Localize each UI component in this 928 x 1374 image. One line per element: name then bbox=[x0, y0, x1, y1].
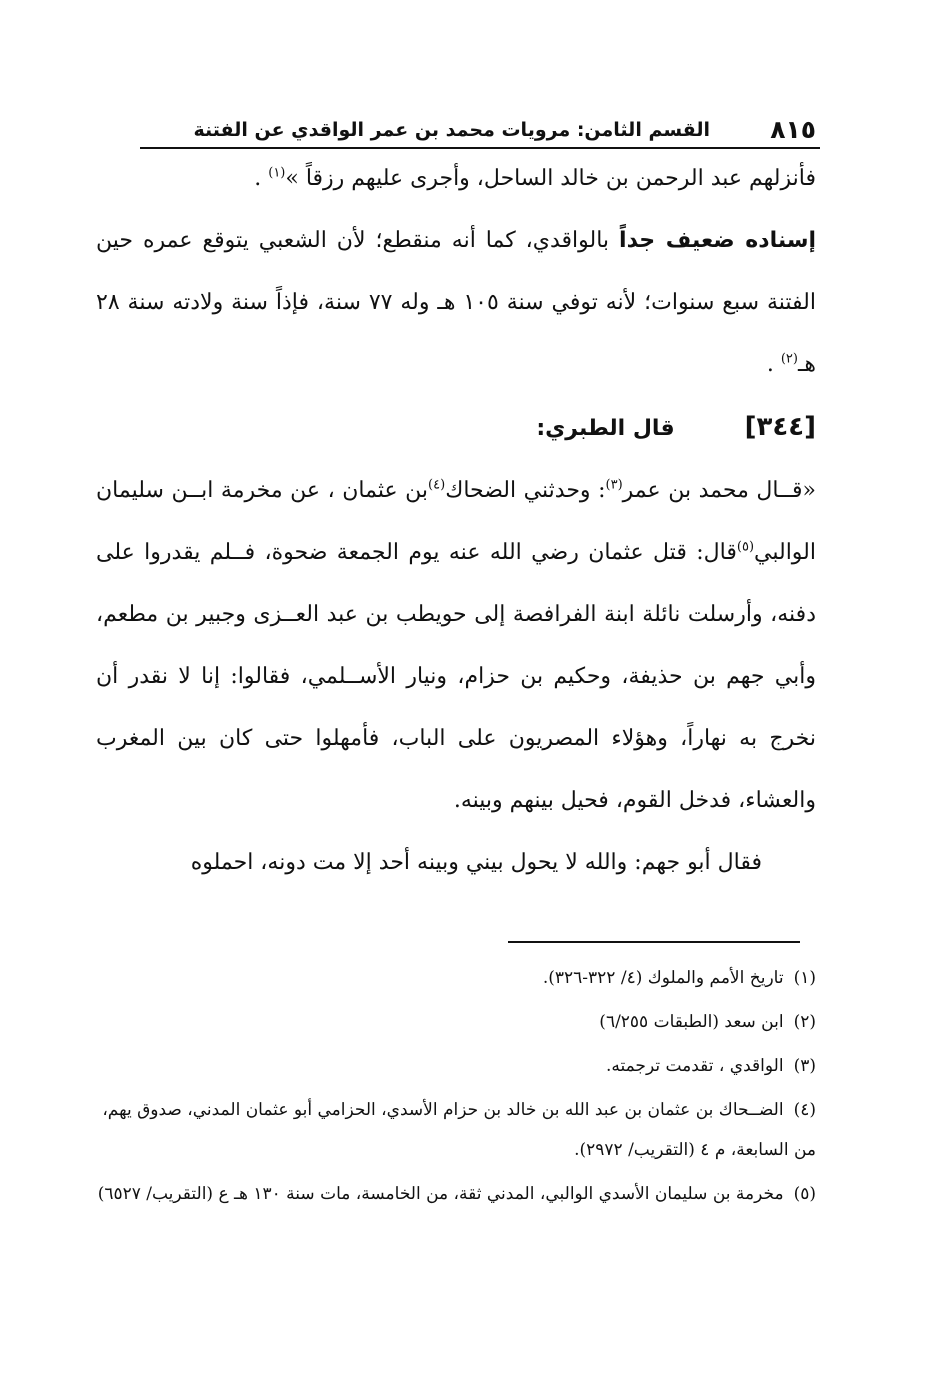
footnote-3 bbox=[80, 1046, 816, 1086]
period: . bbox=[254, 166, 262, 191]
footnote-text: الضــحاك بن عثمان بن عبد الله بن خالد بن حزام الأسدي، الحزامي أبو عثمان المدني، صدوق يهم، من السابعة، م ٤ (التقريب/ ٢٩٧٢). bbox=[102, 1100, 816, 1160]
entry-number: [٣٤٤] bbox=[744, 412, 816, 442]
footnote-separator bbox=[508, 941, 800, 943]
footnote-ref-3: (٣) bbox=[605, 477, 623, 493]
footnote-text: ابن سعد (الطبقات ٦/٢٥٥) bbox=[599, 1012, 784, 1032]
footnote-ref-2: (٢) bbox=[780, 351, 798, 367]
paragraph-quote-end bbox=[96, 148, 816, 210]
footnote-number: (٣) bbox=[793, 1056, 816, 1076]
footnote-ref-4: (٤) bbox=[428, 477, 446, 493]
footnote-5 bbox=[80, 1174, 816, 1214]
main-text bbox=[96, 148, 816, 894]
entry-source: قال الطبري: bbox=[536, 416, 675, 441]
footnote-4 bbox=[80, 1090, 816, 1170]
footnotes bbox=[80, 954, 816, 1214]
isnad-explanation: بالواقدي، كما أنه منقطع؛ لأن الشعبي يتوقع عمره حين الفتنة سبع سنوات؛ لأنه توفي سنة ١٠٥ هـ وله ٧٧ سنة، فإذاً سنة ولادته سنة ٢٨ هـ bbox=[96, 228, 816, 377]
quote-ending-text: فأنزلهم عبد الرحمن بن خالد الساحل، وأجرى عليهم رزقاً » bbox=[285, 166, 816, 191]
entry-heading bbox=[96, 396, 816, 460]
paragraph-isnad-assessment bbox=[96, 210, 816, 396]
footnote-number: (٤) bbox=[793, 1100, 816, 1120]
paragraph-narration bbox=[96, 460, 816, 832]
footnote-text: مخرمة بن سليمان الأسدي الوالبي، المدني ثقة، من الخامسة، مات سنة ١٣٠ هـ ع (التقريب/ ٦٥٢٧) bbox=[97, 1184, 784, 1204]
footnote-2 bbox=[80, 1002, 816, 1042]
narration-text: بن عثمان ، عن مخرمة ابــن سليمان الوالبي bbox=[96, 478, 816, 565]
narration-text: «قــال محمد بن عمر bbox=[622, 478, 816, 503]
page-number: ٨١٥ bbox=[770, 115, 816, 144]
footnote-ref-5: (٥) bbox=[736, 539, 755, 555]
running-header bbox=[140, 115, 820, 149]
footnote-text: تاريخ الأمم والملوك (٤/ ٣٢٢-٣٢٦). bbox=[542, 968, 784, 988]
footnote-ref-1: (١) bbox=[268, 165, 286, 181]
footnote-number: (٥) bbox=[793, 1184, 816, 1204]
paragraph-continuation: فقال أبو جهم: والله لا يحول بيني وبينه أحد إلا مت دونه، احملوه bbox=[190, 850, 762, 875]
footnote-number: (١) bbox=[793, 968, 816, 988]
narration-text: قال: قتل عثمان رضي الله عنه يوم الجمعة ضحوة، فــلم يقدروا على دفنه، وأرسلت نائلة ابنة الفرافصة إلى حويطب بن عبد العــزى وجبير بن مطعم، وأبي جهم بن حذيفة، وحكيم بن حزام، ونيار الأســلمي، فقالوا: إنا لا نقدر أن نخرج به نهاراً، وهؤلاء المصريون على الباب، فأمهلوا حتى كان بين المغرب والعشاء، فدخل القوم، فحيل بينهم وبينه. bbox=[96, 540, 816, 813]
footnote-number: (٢) bbox=[793, 1012, 816, 1032]
footnote-1 bbox=[80, 958, 816, 998]
footnote-text: الواقدي ، تقدمت ترجمته. bbox=[605, 1056, 784, 1076]
isnad-grade: إسناده ضعيف جداً bbox=[619, 228, 816, 253]
running-title: القسم الثامن: مرويات محمد بن عمر الواقدي عن الفتنة bbox=[193, 119, 710, 141]
narration-text: : وحدثني الضحاك bbox=[445, 478, 606, 503]
period: . bbox=[766, 352, 774, 377]
